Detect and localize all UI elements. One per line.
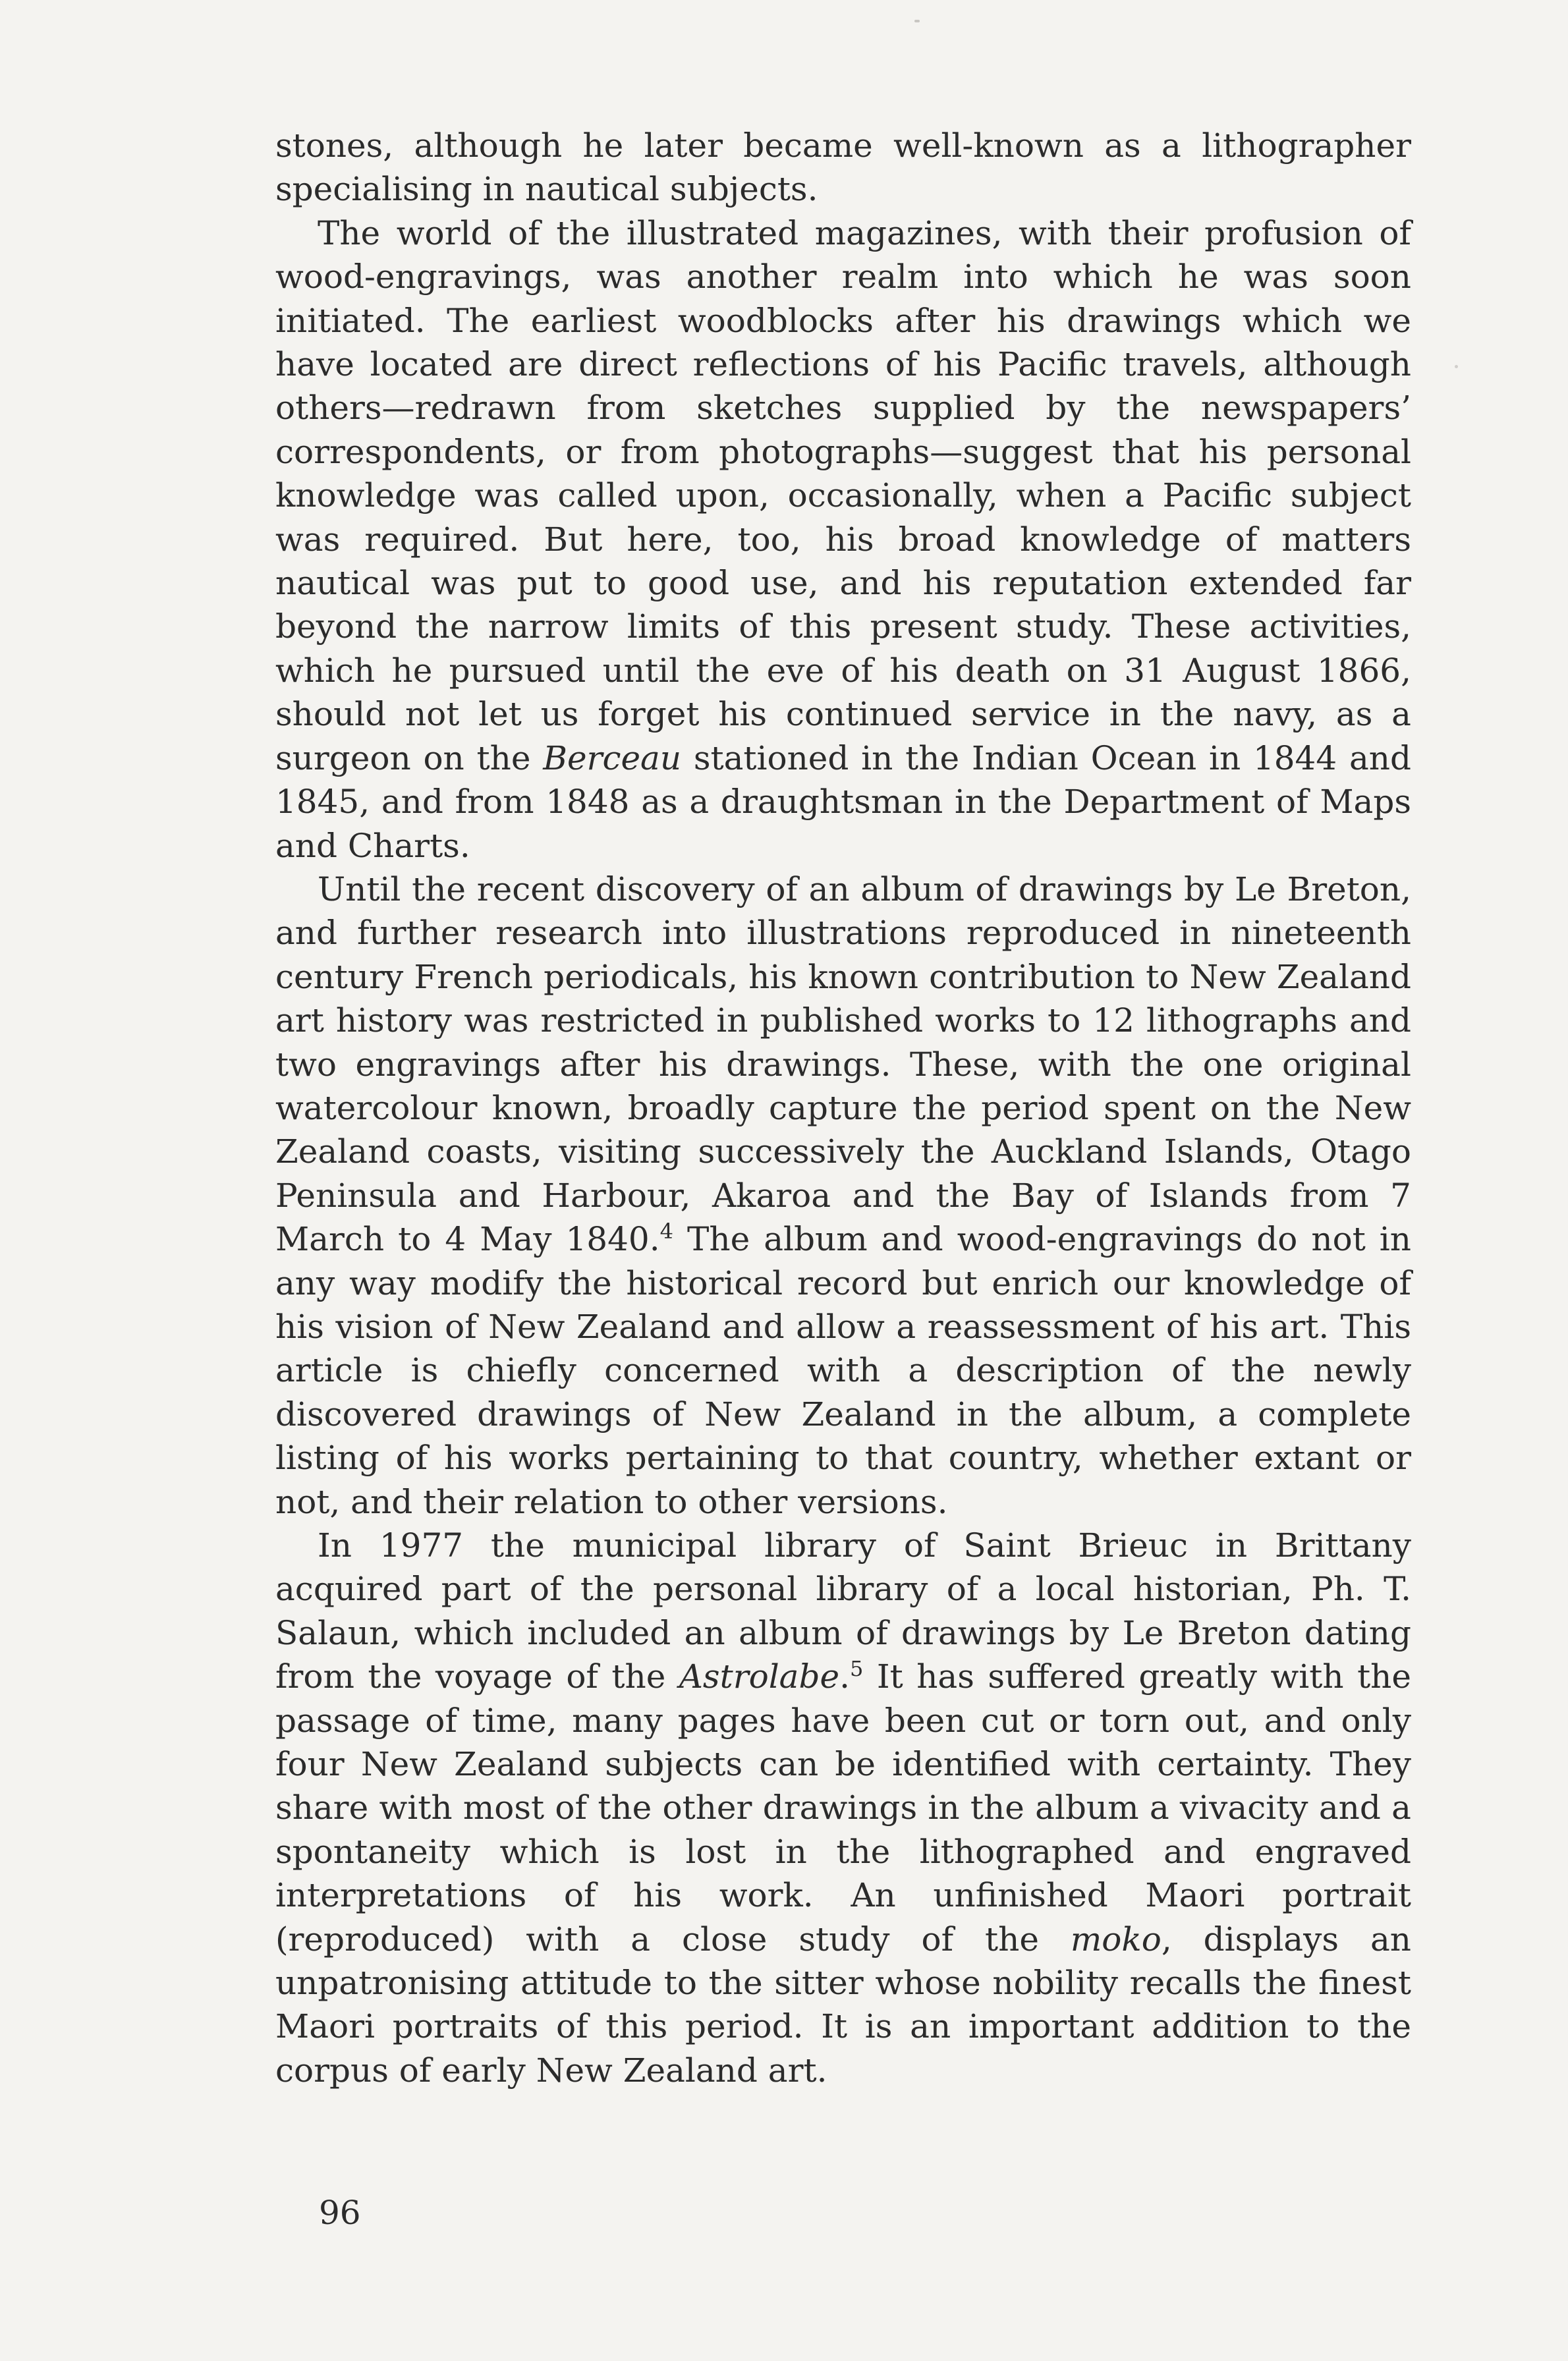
paragraph — [275, 124, 1411, 211]
italic-term: Berceau — [543, 738, 682, 777]
scan-speck — [1455, 365, 1458, 368]
text-run: It has suffered greatly with the passage of time, many pages have been cut or torn out, and only four New Zealand subjects can be identified with certainty. They share with most of the other drawings in the album a vivacity and a spontaneity which is lost in the lithographed and engraved interpretations of his work. An unfinished Maori portrait (reproduced) with a close study of the — [275, 1657, 1411, 1958]
text-run: stationed in the Indian Ocean in 1844 and 1845, and from 1848 as a draughtsman in the Department of Maps and Charts. — [275, 738, 1411, 865]
footnote-reference: 5 — [850, 1656, 864, 1682]
text-run: , displays an unpatronising attitude to the sitter whose nobility recalls the finest Maori portraits of this period. It is an important addition to the corpus of early New Zealand art. — [275, 1920, 1411, 2090]
text-run: In 1977 the municipal library of Saint Brieuc in Brittany acquired part of the personal library of a local historian, Ph. T. Salaun, which included an album of drawings by Le Breton dating from the voyage of the — [275, 1526, 1411, 1696]
text-run: The world of the illustrated magazines, with their profusion of wood-engravings, was another realm into which he was soon initiated. The earliest woodblocks after his drawings which we have located are direct reflections of his Pacific travels, although others—redrawn from sketches supplied by the newspapers’ correspondents, or from photographs—suggest that his personal knowledge was called upon, occasionally, when a Pacific subject was required. But here, too, his broad knowledge of matters nautical was put to good use, and his reputation extended far beyond the narrow limits of this present study. These activities, which he pursued until the eve of his death on 31 August 1866, should not let us forget his continued service in the navy, as a surgeon on the — [275, 213, 1411, 777]
italic-term: Astrolabe — [679, 1657, 840, 1696]
paragraph — [275, 1524, 1411, 2092]
paragraph — [275, 211, 1411, 868]
text-run: The album and wood-engravings do not in any way modify the historical record but enrich our knowledge of his vision of New Zealand and allow a reassessment of his art. This article is chiefly concerned with a description of the newly discovered drawings of New Zealand in the album, a complete listing of his works pertaining to that country, whether extant or not, and their relation to other versions. — [275, 1220, 1412, 1521]
text-run: . — [839, 1657, 850, 1696]
paragraph — [275, 868, 1411, 1524]
body-text — [275, 124, 1411, 2092]
text-run: Until the recent discovery of an album of drawings by Le Breton, and further research into illustrations reproduced in nineteenth century French periodicals, his known contribution to New Zealand art history was restricted in published works to 12 lithographs and two engravings after his drawings. These, with the one original watercolour known, broadly capture the period spent on the New Zealand coasts, visiting successively the Auckland Islands, Otago Peninsula and Harbour, Akaroa and the Bay of Islands from 7 March to 4 May 1840. — [275, 870, 1411, 1259]
text-run: stones, although he later became well-known as a lithographer specialising in nautical subjects. — [275, 126, 1411, 209]
footnote-reference: 4 — [659, 1219, 673, 1244]
italic-term: moko — [1070, 1920, 1162, 1958]
page-number: 96 — [319, 2194, 361, 2232]
scan-speck — [914, 20, 920, 22]
